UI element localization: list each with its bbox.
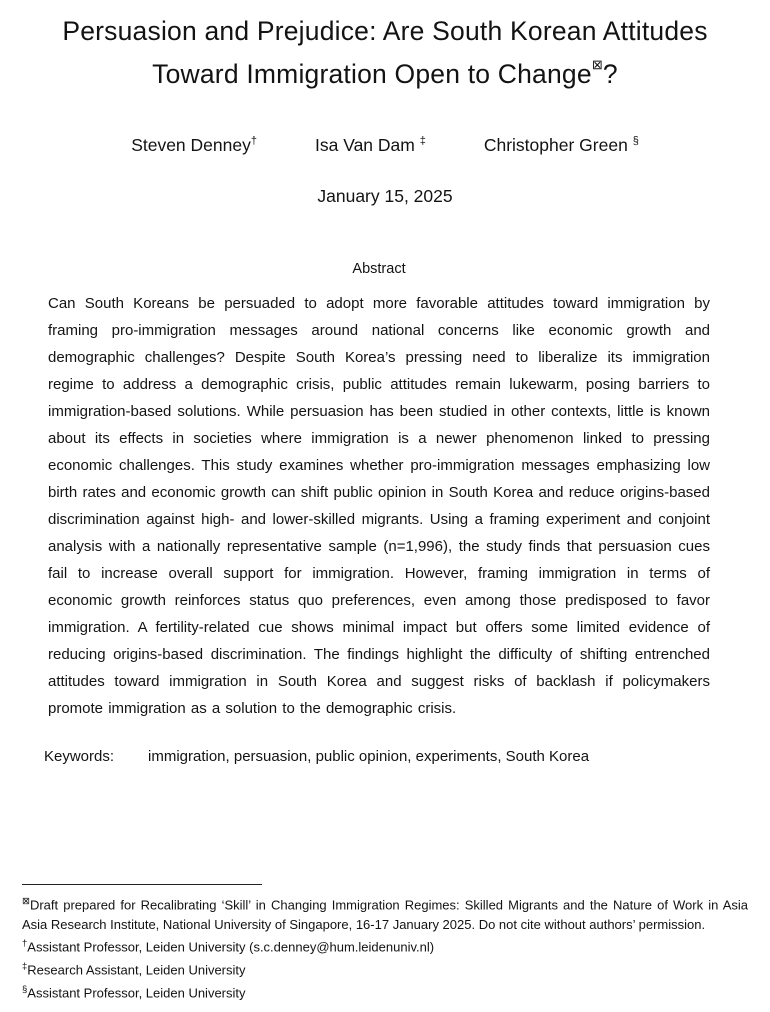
abstract-section	[48, 261, 710, 722]
abstract-heading: Abstract	[352, 260, 406, 277]
paper-date: January 15, 2025	[317, 185, 453, 206]
author-1	[131, 135, 257, 156]
footnotes-section	[22, 884, 748, 1003]
footnote-author-1	[22, 934, 748, 957]
footnote-draft	[22, 892, 748, 934]
keywords-line	[44, 748, 710, 765]
author-3-mark: §	[632, 135, 639, 147]
author-2-name: Isa Van Dam	[314, 134, 415, 155]
title-end: ?	[602, 58, 618, 89]
abstract-text: Can South Koreans be persuaded to adopt more favorable attitudes toward immigration by framing pro-immigration messages around national concerns like economic growth and demographic challenges? Despite South Korea’s pressing need to liberalize its immigration regime to address a demographic crisis, public attitudes remain lukewarm, posing barriers to immigration-based solutions. While persuasion has been studied in other contexts, little is known about its effects in societies where immigration is a newer phenomenon linked to pressing economic challenges. This study examines whether pro-immigration messages emphasizing low birth rates and economic growth can shift public opinion in South Korea and reduce origins-based discrimination against high- and lower-skilled migrants. Using a framing experiment and conjoint analysis with a nationally representative sample (n=1,996), the study finds that persuasion cues fail to increase overall support for immigration. However, framing immigration in terms of economic growth reinforces status quo preferences, even among those predisposed to favor immigration. A fertility-related cue shows minimal impact but offers some limited evidence of reducing origins-based discrimination. The findings highlight the difficulty of shifting entrenched attitudes toward immigration in South Korea and suggest risks of backlash if policymakers promote immigration as a solution to the demographic crisis.	[48, 294, 710, 717]
footnote-draft-text: Draft prepared for Recalibrating ‘Skill’ in Changing Immigration Regimes: Skilled Migrants and the Nature of Work in Asia Asia Research Institute, National University of Singapore, 16-17 January 2025. Do not cite without authors’ permission.	[22, 897, 748, 932]
author-3	[484, 135, 639, 156]
footnote-author-2-mark: ‡	[22, 961, 28, 973]
keywords-label: Keywords:	[44, 747, 115, 765]
footnote-draft-mark: ⊠	[22, 896, 30, 907]
footnote-author-3-text: Assistant Professor, Leiden University	[27, 985, 246, 1001]
page-title	[22, 12, 748, 93]
author-1-name: Steven Denney	[131, 134, 251, 155]
footnote-author-3	[22, 980, 748, 1003]
footnote-author-1-text: Assistant Professor, Leiden University (s.c.denney@hum.leidenuniv.nl)	[27, 939, 435, 955]
title-text: Persuasion and Prejudice: Are South Korean Attitudes Toward Immigration Open to Change	[62, 16, 708, 89]
footnote-author-3-mark: §	[22, 983, 28, 995]
footnote-author-1-mark: †	[22, 938, 28, 950]
footnote-rule	[22, 884, 262, 885]
author-2-mark: ‡	[419, 135, 426, 147]
paper-page	[0, 12, 770, 1001]
authors-row	[22, 135, 748, 156]
footnote-author-2	[22, 957, 748, 980]
title-footnote-mark: ⊠	[591, 57, 603, 72]
keywords-text: immigration, persuasion, public opinion, experiments, South Korea	[148, 747, 590, 765]
footnote-author-2-text: Research Assistant, Leiden University	[27, 962, 246, 978]
author-3-name: Christopher Green	[483, 134, 628, 155]
author-2	[315, 135, 426, 156]
author-1-mark: †	[250, 135, 257, 147]
